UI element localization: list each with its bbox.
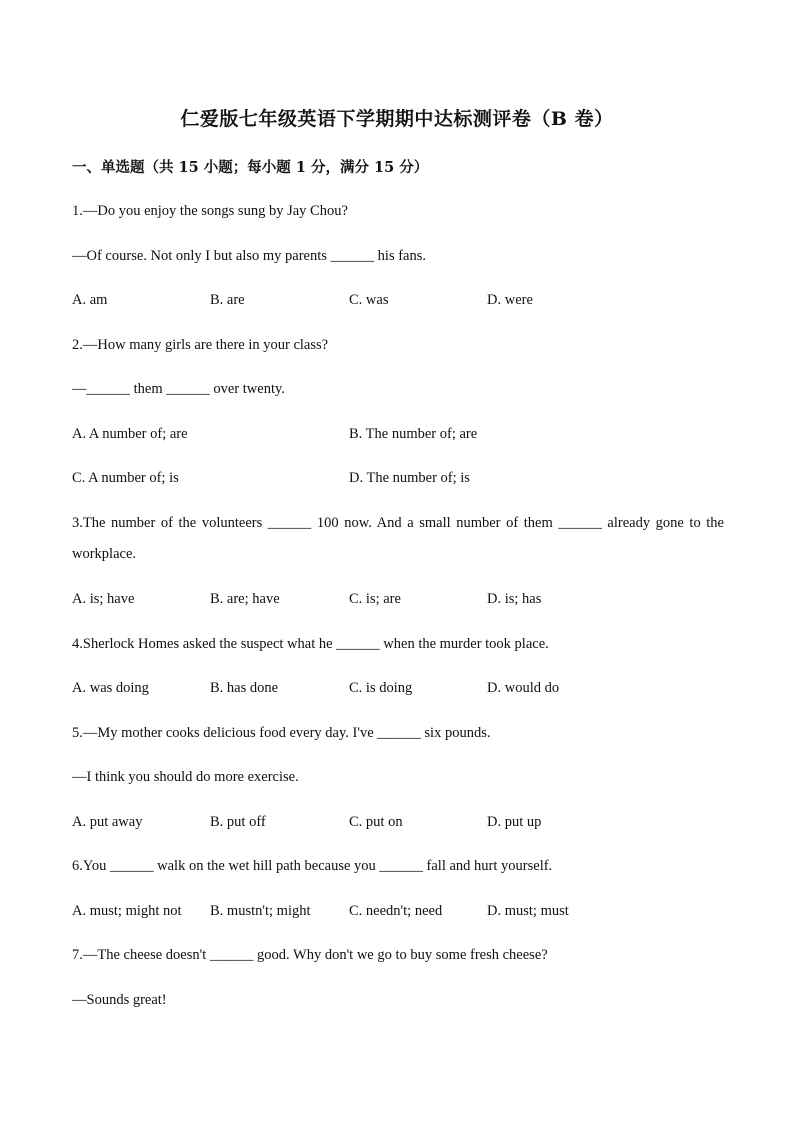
question-6-option-b: B. mustn't; might bbox=[210, 903, 311, 919]
question-4-option-b: B. has done bbox=[210, 680, 279, 696]
question-3-option-d: D. is; has bbox=[487, 591, 542, 607]
question-7-response: —Sounds great! bbox=[72, 992, 167, 1008]
page-title: 仁爱版七年级英语下学期期中达标测评卷（B 卷） bbox=[180, 108, 614, 130]
question-3-option-a: A. is; have bbox=[72, 591, 135, 607]
question-4-stem: 4.Sherlock Homes asked the suspect what he ______ when the murder took place. bbox=[72, 636, 549, 652]
question-1-stem: 1.—Do you enjoy the songs sung by Jay Chou? bbox=[72, 203, 348, 219]
question-3-option-b: B. are; have bbox=[210, 591, 280, 607]
question-2-stem: 2.—How many girls are there in your class? bbox=[72, 337, 329, 353]
question-2-option-d: D. The number of; is bbox=[349, 470, 470, 486]
question-1-option-b: B. are bbox=[210, 292, 245, 308]
question-6-stem: 6.You ______ walk on the wet hill path because you ______ fall and hurt yourself. bbox=[72, 858, 553, 874]
question-1-response: —Of course. Not only I but also my parents ______ his fans. bbox=[72, 248, 426, 264]
section-heading: 一、单选题（共 15 小题；每小题 1 分，满分 15 分） bbox=[72, 159, 429, 176]
question-1-option-d: D. were bbox=[487, 292, 533, 308]
question-2-option-a: A. A number of; are bbox=[72, 426, 188, 442]
question-5-option-b: B. put off bbox=[210, 814, 266, 830]
question-3-option-c: C. is; are bbox=[349, 591, 401, 607]
question-7-stem: 7.—The cheese doesn't ______ good. Why don't we go to buy some fresh cheese? bbox=[72, 947, 548, 963]
question-2-option-c: C. A number of; is bbox=[72, 470, 179, 486]
question-5-option-d: D. put up bbox=[487, 814, 542, 830]
question-6-option-c: C. needn't; need bbox=[349, 903, 443, 919]
question-3-stem: 3.The number of the volunteers ______ 100 now. And a small number of them ______ already gone to the workplace. bbox=[72, 515, 724, 562]
question-1-option-c: C. was bbox=[349, 292, 389, 308]
question-6-option-d: D. must; must bbox=[487, 903, 569, 919]
question-2-response: —______ them ______ over twenty. bbox=[72, 381, 285, 397]
question-6-option-a: A. must; might not bbox=[72, 903, 182, 919]
question-4-option-a: A. was doing bbox=[72, 680, 149, 696]
question-5-stem: 5.—My mother cooks delicious food every day. I've ______ six pounds. bbox=[72, 725, 491, 741]
question-4-option-c: C. is doing bbox=[349, 680, 413, 696]
question-5-option-c: C. put on bbox=[349, 814, 403, 830]
question-1-option-a: A. am bbox=[72, 292, 108, 308]
question-5-response: —I think you should do more exercise. bbox=[72, 769, 299, 785]
question-5-option-a: A. put away bbox=[72, 814, 143, 830]
question-2-option-b: B. The number of; are bbox=[349, 426, 478, 442]
question-4-option-d: D. would do bbox=[487, 680, 560, 696]
